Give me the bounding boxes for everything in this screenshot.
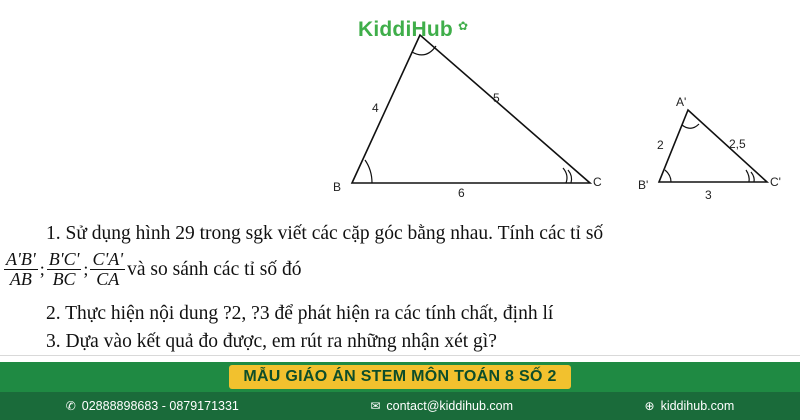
globe-icon: ⊕	[644, 399, 655, 413]
vertex-b-label: B	[333, 180, 342, 194]
vertex-a1-label: A'	[676, 95, 687, 109]
vertex-b1-label: B'	[638, 178, 649, 192]
ratio-ca-numerator: C'A'	[92, 249, 124, 269]
side-ab-label: 4	[372, 101, 379, 115]
contact-footer	[0, 392, 800, 420]
vertex-c1-label: C'	[770, 175, 781, 189]
phone-icon: ✆	[65, 399, 76, 413]
footer-web[interactable]	[645, 399, 735, 413]
instruction-line-4: 3. Dựa vào kết quả đo được, em rút ra những nhận xét gì?	[46, 331, 497, 352]
vertex-c-label: C	[593, 175, 602, 189]
triangle-a1b1c1	[659, 110, 767, 182]
ratio-ab-denominator: AB	[9, 269, 32, 289]
footer-phone[interactable]	[66, 399, 239, 413]
instruction-line-2-tail: và so sánh các tỉ số đó	[127, 258, 302, 280]
footer-email[interactable]	[370, 399, 513, 413]
ratio-bc	[47, 250, 82, 289]
content-divider	[0, 355, 800, 356]
ratio-ca	[90, 250, 125, 289]
ratio-bc-numerator: B'C'	[48, 249, 80, 269]
ratio-ca-denominator: CA	[96, 269, 120, 289]
ratio-separator: ;	[39, 259, 45, 279]
ratio-bc-denominator: BC	[52, 269, 76, 289]
title-banner	[0, 362, 800, 392]
angle-mark-c1a	[751, 172, 754, 182]
angle-mark-a1	[682, 124, 699, 128]
angle-mark-c2	[563, 168, 567, 183]
angle-mark-a	[412, 46, 436, 55]
ratio-ab-numerator: A'B'	[6, 249, 36, 269]
banner-title: MẪU GIÁO ÁN STEM MÔN TOÁN 8 SỐ 2	[229, 365, 570, 389]
angle-mark-c1b	[746, 170, 749, 182]
triangle-abc	[352, 35, 590, 183]
angle-mark-c1	[568, 170, 572, 183]
angle-mark-b	[365, 160, 372, 183]
globe-leaf-icon: ✿	[458, 19, 469, 33]
angle-mark-b1	[665, 170, 671, 182]
footer-phone-text: 02888898683 - 0879171331	[81, 399, 239, 413]
email-icon: ✉	[370, 399, 381, 413]
side-a1c1-label: 2,5	[729, 137, 746, 151]
footer-email-text: contact@kiddihub.com	[386, 399, 514, 413]
footer-web-text: kiddihub.com	[660, 399, 735, 413]
instruction-line-3: 2. Thực hiện nội dung ?2, ?3 để phát hiện ra các tính chất, định lí	[46, 303, 554, 324]
instruction-line-1: 1. Sử dụng hình 29 trong sgk viết các cặp góc bằng nhau. Tính các tỉ số	[46, 223, 604, 244]
side-bc-label: 6	[458, 186, 465, 200]
side-a1b1-label: 2	[657, 138, 664, 152]
ratio-separator: ;	[83, 259, 89, 279]
brand-logo: KiddiHub	[358, 18, 453, 41]
side-b1c1-label: 3	[705, 188, 712, 202]
ratio-ab	[4, 250, 38, 289]
side-ac-label: 5	[493, 91, 500, 105]
ratio-expression	[4, 250, 302, 289]
